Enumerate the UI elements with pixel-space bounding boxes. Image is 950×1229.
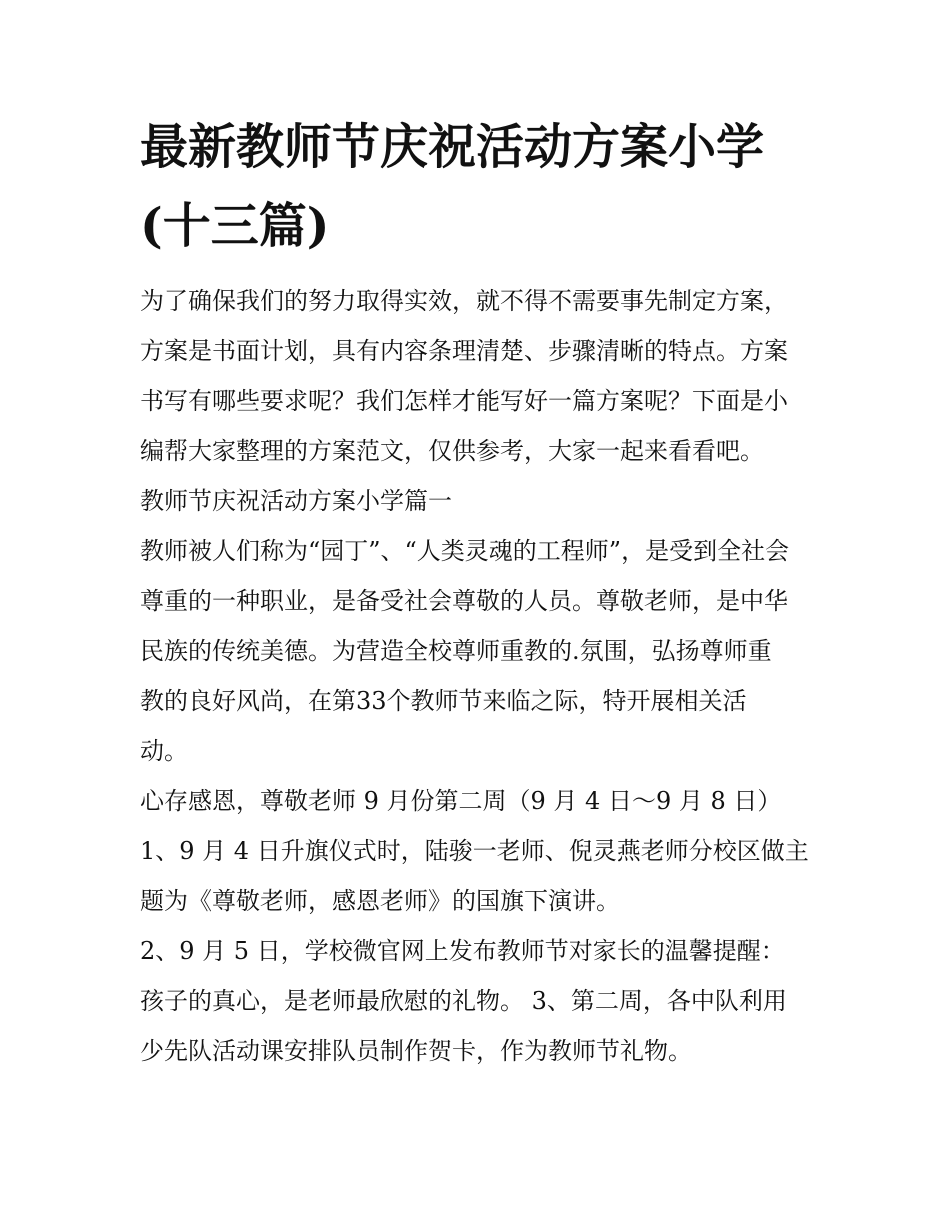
body-line: 尊重的一种职业，是备受社会尊敬的人员。尊敬老师，是中华 (140, 587, 788, 615)
body-line: 民族的传统美德。为营造全校尊师重教的.氛围，弘扬尊师重 (140, 637, 772, 665)
body-line: 教师被人们称为“园丁”、“人类灵魂的工程师”，是受到全社会 (140, 537, 790, 565)
body-line: 1、9 月 4 日升旗仪式时，陆骏一老师、倪灵燕老师分校区做主 (140, 837, 809, 865)
body-line: 心存感恩，尊敬老师 9 月份第二周（9 月 4 日～9 月 8 日） (140, 787, 782, 815)
title-line-2: (十三篇) (140, 198, 330, 254)
body-line: 书写有哪些要求呢？我们怎样才能写好一篇方案呢？下面是小 (140, 387, 788, 415)
body-line: 方案是书面计划，具有内容条理清楚、步骤清晰的特点。方案 (140, 337, 788, 365)
body-line: 编帮大家整理的方案范文，仅供参考，大家一起来看看吧。 (140, 437, 764, 465)
title-line-1: 最新教师节庆祝活动方案小学 (140, 119, 765, 175)
body-line: 2、9 月 5 日，学校微官网上发布教师节对家长的温馨提醒： (140, 937, 785, 965)
document-body (140, 276, 820, 1076)
body-line: 题为《尊敬老师，感恩老师》的国旗下演讲。 (140, 887, 620, 915)
body-line: 动。 (140, 737, 188, 765)
body-line: 孩子的真心，是老师最欣慰的礼物。 3、第二周，各中队利用 (140, 987, 787, 1015)
body-line: 教的良好风尚，在第33个教师节来临之际，特开展相关活 (140, 687, 747, 715)
body-line: 为了确保我们的努力取得实效，就不得不需要事先制定方案， (140, 287, 788, 315)
section-heading: 教师节庆祝活动方案小学篇一 (140, 487, 452, 515)
document-title (140, 108, 830, 266)
body-line: 少先队活动课安排队员制作贺卡，作为教师节礼物。 (140, 1037, 692, 1065)
